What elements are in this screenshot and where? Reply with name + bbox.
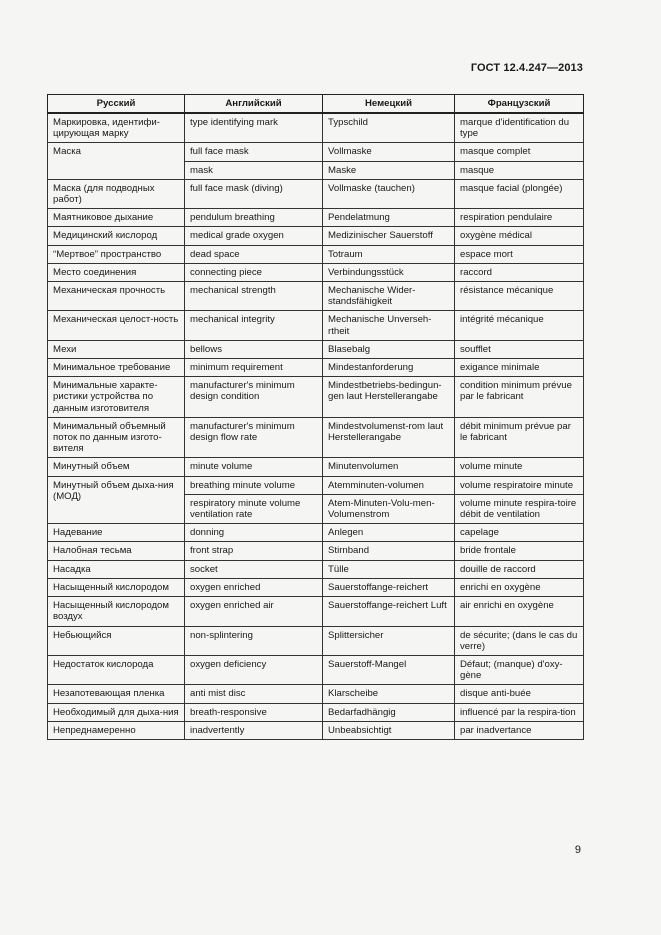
term-german: Sauerstoffange-reichert Luft: [323, 597, 455, 626]
table-row: [48, 359, 584, 377]
page-number: 9: [574, 844, 581, 856]
term-english: minute volume: [185, 458, 323, 476]
term-english: front strap: [185, 542, 323, 560]
term-german: Vollmaske: [323, 143, 455, 161]
term-german: Minutenvolumen: [323, 458, 455, 476]
term-english: respiratory minute volume ventilation rate: [185, 494, 323, 523]
term-german: Atem-Minuten-Volu-men-Volumenstrom: [323, 494, 455, 523]
term-english: socket: [185, 560, 323, 578]
term-french: marque d'identification du type: [455, 113, 584, 143]
table-row: [48, 113, 584, 143]
table-row: [48, 340, 584, 358]
term-english: manufacturer's minimum design flow rate: [185, 417, 323, 458]
term-french: air enrichi en oxygène: [455, 597, 584, 626]
term-french: résistance mécanique: [455, 282, 584, 311]
term-french: espace mort: [455, 245, 584, 263]
table-row: [48, 626, 584, 655]
term-english: pendulum breathing: [185, 209, 323, 227]
term-english: non-splintering: [185, 626, 323, 655]
term-german: Mindestvolumenst-rom laut Herstellerangabe: [323, 417, 455, 458]
term-english: inadvertently: [185, 721, 323, 739]
term-german: Sauerstoff-Mangel: [323, 655, 455, 684]
term-german: Klarscheibe: [323, 685, 455, 703]
term-german: Mechanische Wider-standsfähigkeit: [323, 282, 455, 311]
term-english: oxygen enriched: [185, 578, 323, 596]
term-russian: “Мертвое” пространство: [48, 245, 185, 263]
term-russian: Маятниковое дыхание: [48, 209, 185, 227]
table-row: [48, 703, 584, 721]
term-russian: Медицинский кислород: [48, 227, 185, 245]
term-french: volume minute: [455, 458, 584, 476]
table-row: [48, 597, 584, 626]
term-russian: Место соединения: [48, 263, 185, 281]
term-french: influencé par la respira-tion: [455, 703, 584, 721]
term-russian: Механическая прочность: [48, 282, 185, 311]
term-german: Tülle: [323, 560, 455, 578]
table-row: [48, 542, 584, 560]
term-french: débit minimum prévue par le fabricant: [455, 417, 584, 458]
term-english: dead space: [185, 245, 323, 263]
term-german: Medizinischer Sauerstoff: [323, 227, 455, 245]
term-french: masque facial (plongée): [455, 179, 584, 208]
term-german: Stirnband: [323, 542, 455, 560]
column-header-russian: Русский: [48, 95, 185, 114]
column-header-german: Немецкий: [323, 95, 455, 114]
table-row: [48, 209, 584, 227]
glossary-table: [47, 94, 584, 740]
table-row: [48, 417, 584, 458]
table-row: [48, 311, 584, 340]
term-french: respiration pendulaire: [455, 209, 584, 227]
term-german: Mechanische Unverseh-rtheit: [323, 311, 455, 340]
term-english: connecting piece: [185, 263, 323, 281]
table-row: [48, 685, 584, 703]
table-row: [48, 458, 584, 476]
table-row: [48, 377, 584, 418]
term-german: Typschild: [323, 113, 455, 143]
term-russian: Минутный объем: [48, 458, 185, 476]
column-header-english: Английский: [185, 95, 323, 114]
term-french: soufflet: [455, 340, 584, 358]
table-row: [48, 179, 584, 208]
term-german: Unbeabsichtigt: [323, 721, 455, 739]
term-english: breath-responsive: [185, 703, 323, 721]
term-french: volume minute respira-toire débit de ventilation: [455, 494, 584, 523]
document-code: ГОСТ 12.4.247—2013: [470, 62, 583, 74]
table-row: [48, 143, 584, 161]
term-german: Anlegen: [323, 524, 455, 542]
term-german: Sauerstoffange-reichert: [323, 578, 455, 596]
term-french: condition minimum prévue par le fabricant: [455, 377, 584, 418]
table-row: [48, 578, 584, 596]
term-english: medical grade oxygen: [185, 227, 323, 245]
glossary-body: [48, 113, 584, 739]
table-row: [48, 476, 584, 494]
term-english: bellows: [185, 340, 323, 358]
term-russian: Незапотевающая пленка: [48, 685, 185, 703]
term-russian: Мехи: [48, 340, 185, 358]
term-russian: Недостаток кислорода: [48, 655, 185, 684]
term-russian: Минимальное требование: [48, 359, 185, 377]
term-french: masque: [455, 161, 584, 179]
term-english: anti mist disc: [185, 685, 323, 703]
term-german: Pendelatmung: [323, 209, 455, 227]
term-french: douille de raccord: [455, 560, 584, 578]
term-german: Atemminuten-volumen: [323, 476, 455, 494]
term-french: intégrité mécanique: [455, 311, 584, 340]
term-french: volume respiratoire minute: [455, 476, 584, 494]
term-french: par inadvertance: [455, 721, 584, 739]
term-russian: Надевание: [48, 524, 185, 542]
term-french: masque complet: [455, 143, 584, 161]
term-french: Défaut; (manque) d'oxy-gène: [455, 655, 584, 684]
term-russian: Насадка: [48, 560, 185, 578]
table-row: [48, 560, 584, 578]
term-french: de sécurite; (dans le cas du verre): [455, 626, 584, 655]
term-russian: Налобная тесьма: [48, 542, 185, 560]
term-german: Mindestbetriebs-bedingun-gen laut Herstellerangabe: [323, 377, 455, 418]
term-english: full face mask (diving): [185, 179, 323, 208]
term-russian: Насыщенный кислородом воздух: [48, 597, 185, 626]
header-row: [48, 95, 584, 114]
term-english: oxygen deficiency: [185, 655, 323, 684]
term-german: Blasebalg: [323, 340, 455, 358]
table-row: [48, 245, 584, 263]
term-russian: Маркировка, идентифи-цирующая марку: [48, 113, 185, 143]
table-row: [48, 263, 584, 281]
term-english: mechanical strength: [185, 282, 323, 311]
term-english: type identifying mark: [185, 113, 323, 143]
term-english: full face mask: [185, 143, 323, 161]
term-french: enrichi en oxygène: [455, 578, 584, 596]
term-french: capelage: [455, 524, 584, 542]
term-russian: Насыщенный кислородом: [48, 578, 185, 596]
term-russian: Маска: [48, 143, 185, 179]
term-french: bride frontale: [455, 542, 584, 560]
term-french: disque anti-buée: [455, 685, 584, 703]
term-german: Maske: [323, 161, 455, 179]
term-russian: Механическая целост-ность: [48, 311, 185, 340]
term-french: raccord: [455, 263, 584, 281]
term-english: oxygen enriched air: [185, 597, 323, 626]
table-row: [48, 282, 584, 311]
term-german: Mindestanforderung: [323, 359, 455, 377]
column-header-french: Французский: [455, 95, 584, 114]
table-row: [48, 721, 584, 739]
term-french: exigance minimale: [455, 359, 584, 377]
term-english: breathing minute volume: [185, 476, 323, 494]
term-german: Vollmaske (tauchen): [323, 179, 455, 208]
term-english: mask: [185, 161, 323, 179]
term-german: Totraum: [323, 245, 455, 263]
term-german: Splittersicher: [323, 626, 455, 655]
table-row: [48, 524, 584, 542]
table-row: [48, 227, 584, 245]
term-english: manufacturer's minimum design condition: [185, 377, 323, 418]
term-russian: Маска (для подводных работ): [48, 179, 185, 208]
term-russian: Небьющийся: [48, 626, 185, 655]
term-russian: Непреднамеренно: [48, 721, 185, 739]
term-french: oxygène médical: [455, 227, 584, 245]
term-german: Bedarfadhängig: [323, 703, 455, 721]
term-english: donning: [185, 524, 323, 542]
term-english: mechanical integrity: [185, 311, 323, 340]
term-russian: Минимальный объемный поток по данным изгото-вителя: [48, 417, 185, 458]
term-english: minimum requirement: [185, 359, 323, 377]
term-russian: Необходимый для дыха-ния: [48, 703, 185, 721]
term-russian: Минутный объем дыха-ния (МОД): [48, 476, 185, 524]
term-german: Verbindungsstück: [323, 263, 455, 281]
table-row: [48, 655, 584, 684]
term-russian: Минимальные характе-ристики устройства по данным изготовителя: [48, 377, 185, 418]
